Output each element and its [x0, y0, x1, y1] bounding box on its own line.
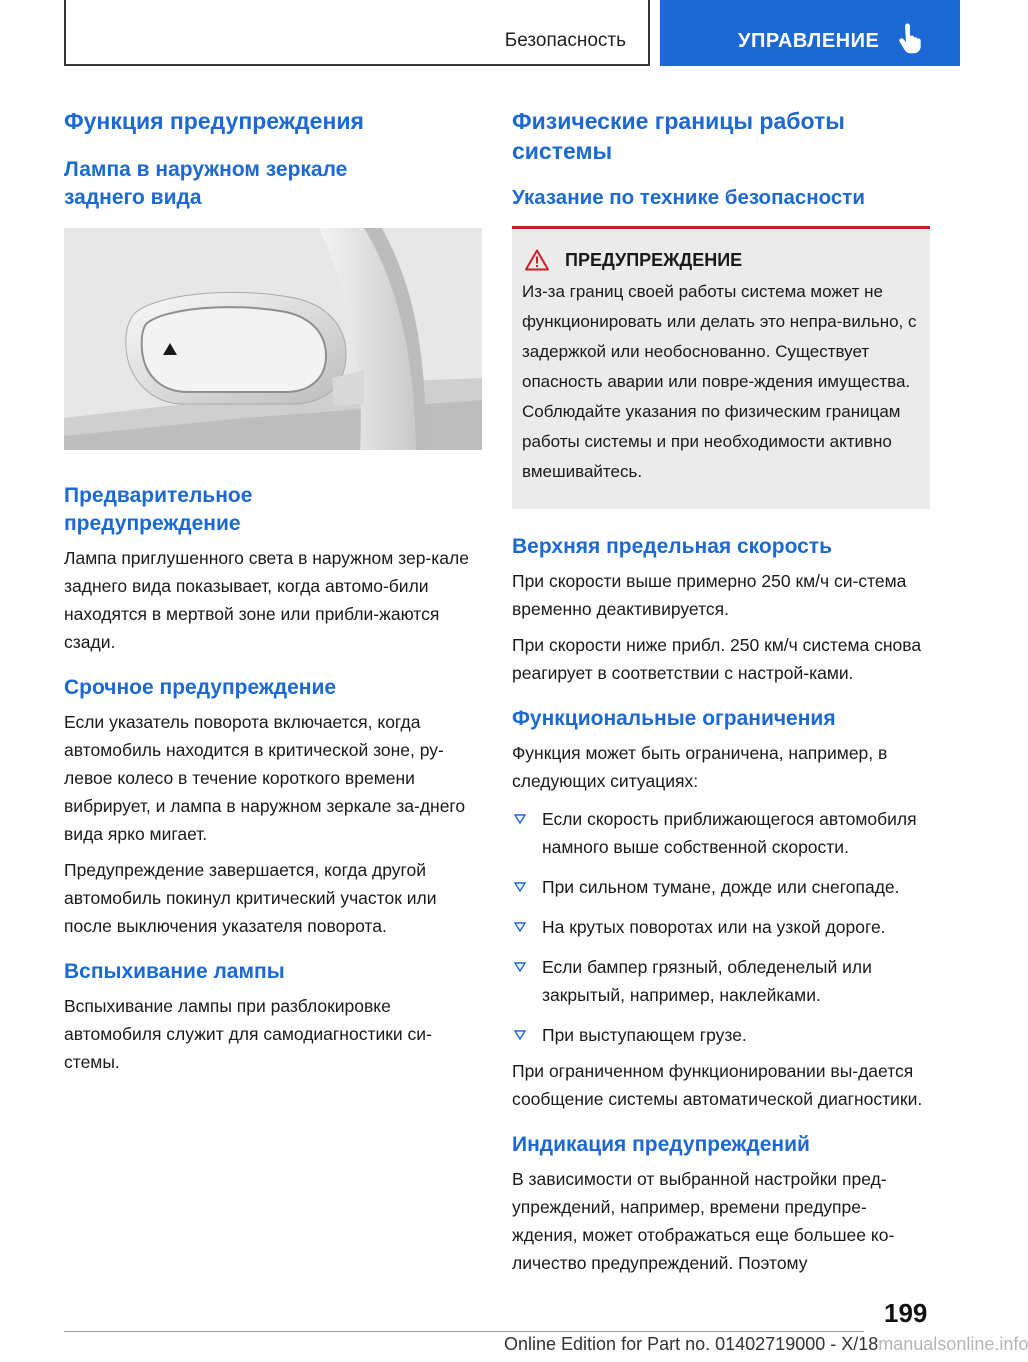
heading-preliminary-warning: Предварительное предупреждение [64, 484, 253, 535]
list-item-text: Если скорость приближающегося автомобиля намного выше собственной скорости. [542, 809, 917, 857]
paragraph-limits-intro: Функция может быть ограничена, например, в следующих ситуациях: [512, 743, 888, 791]
list-item [512, 873, 930, 901]
triangle-bullet-icon [514, 1030, 526, 1040]
list-item [512, 805, 930, 861]
section-heading-warning-function: Функция предупреждения [64, 108, 364, 134]
triangle-bullet-icon [514, 882, 526, 892]
page-header [0, 0, 960, 66]
section-heading-system-limits: Физические границы работы системы [512, 108, 845, 164]
warning-title: ПРЕДУПРЕЖДЕНИЕ [565, 249, 743, 270]
list-item-text: При сильном тумане, дожде или снегопаде. [542, 877, 900, 897]
mirror-photo [64, 228, 482, 450]
footer-edition: Online Edition for Part no. 01402719000 - X/18 [504, 1334, 879, 1354]
paragraph-urgent-warning-2: Предупреждение завершается, когда другой автомобиль покинул критический участок или после выключения указателя поворота. [64, 860, 437, 936]
chapter-tab[interactable] [660, 0, 960, 66]
side-mirror-illustration [64, 228, 482, 450]
footer-watermark: manualsonline.info [878, 1334, 1028, 1354]
heading-warning-display: Индикация предупреждений [512, 1133, 810, 1156]
footer-rule [64, 1331, 864, 1332]
paragraph-limits-outro: При ограниченном функционировании вы-дается сообщение системы автоматической диагностики. [512, 1061, 923, 1109]
paragraph-speed-2: При скорости ниже прибл. 250 км/ч система снова реагирует в соответствии с настрой-ками. [512, 635, 922, 683]
triangle-bullet-icon [514, 922, 526, 932]
warning-triangle-icon [525, 249, 549, 271]
list-item-text: Если бампер грязный, обледенелый или закрытый, например, наклейками. [542, 957, 872, 1005]
heading-urgent-warning: Срочное предупреждение [64, 676, 337, 699]
heading-functional-limits: Функциональные ограничения [512, 707, 836, 730]
heading-lamp-flash: Вспыхивание лампы [64, 960, 285, 983]
paragraph-speed-1: При скорости выше примерно 250 км/ч си-стема временно деактивируется. [512, 571, 907, 619]
section-title: Безопасность [504, 30, 626, 51]
heading-safety-note: Указание по технике безопасности [512, 186, 865, 209]
heading-mirror-lamp: Лампа в наружном зеркале заднего вида [64, 158, 348, 209]
paragraph-urgent-warning-1: Если указатель поворота включается, когда автомобиль находится в критической зоне, ру-левое колесо в течение короткого времени вибрирует, и лампа в наружном зеркале за-днего вида ярко мигает. [64, 712, 466, 844]
limits-list [512, 805, 930, 1049]
paragraph-warning-display: В зависимости от выбранной настройки пред-упреждений, например, времени предупре-ждения, может отображаться еще большее ко-личество предупреждений. Поэтому [512, 1169, 895, 1273]
paragraph-lamp-flash: Вспыхивание лампы при разблокировке автомобиля служит для самодиагностики си-стемы. [64, 996, 432, 1072]
list-item [512, 953, 930, 1009]
header-frame [64, 0, 650, 66]
page-number: 199 [884, 1298, 928, 1328]
footer [504, 1334, 1028, 1355]
paragraph-preliminary-warning: Лампа приглушенного света в наружном зер-кале заднего вида показывает, когда автомо-били находятся в мертвой зоне или прибли-жаются сзади. [64, 548, 469, 652]
list-item-text: При выступающем грузе. [542, 1025, 747, 1045]
heading-upper-speed-limit: Верхняя предельная скорость [512, 535, 832, 558]
triangle-bullet-icon [514, 814, 526, 824]
right-column [512, 96, 930, 1277]
list-item-text: На крутых поворотах или на узкой дороге. [542, 917, 886, 937]
list-item [512, 913, 930, 941]
chapter-tab-label: УПРАВЛЕНИЕ [738, 30, 880, 52]
triangle-bullet-icon [514, 962, 526, 972]
warning-header [522, 249, 920, 271]
warning-box [512, 226, 930, 509]
left-column [64, 96, 482, 1076]
warning-text: Из-за границ своей работы система может не функционировать или делать это непра-вильно, с задержкой или необоснованно. Существует опасность аварии или повре-ждения имущества. Соблюдайте указания по физическим границам работы системы и при необходимости активно вмешивайтесь. [522, 282, 917, 481]
hand-pointer-icon [896, 24, 924, 54]
list-item [512, 1021, 930, 1049]
